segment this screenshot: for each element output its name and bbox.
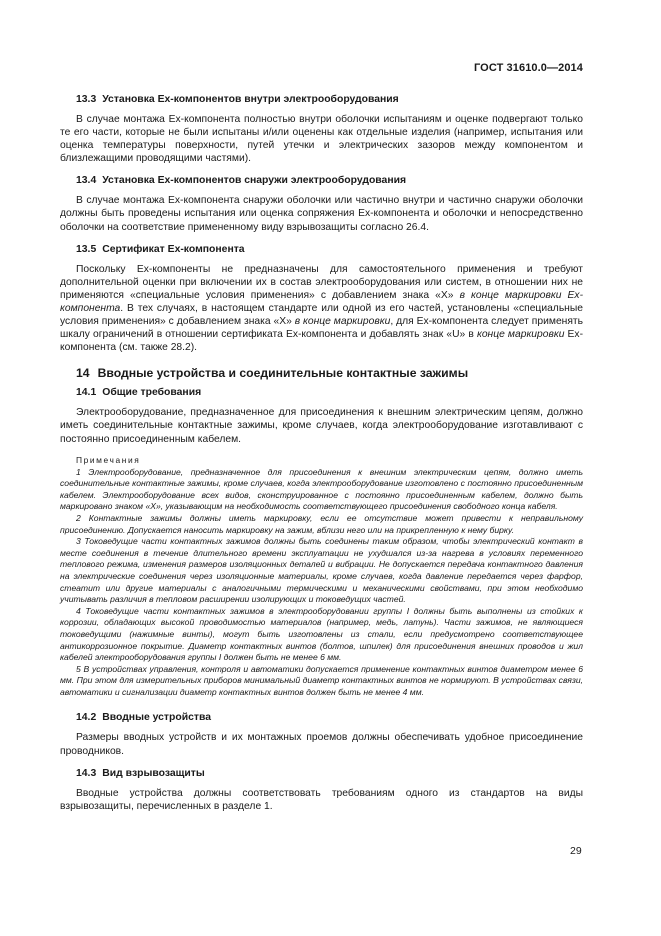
emphasis-run: в конце маркировки Ex-компонента bbox=[60, 289, 584, 314]
section-13-5-text bbox=[60, 263, 583, 355]
standard-header: ГОСТ 31610.0—2014 bbox=[473, 62, 583, 74]
text-run: , для Ех-компонента следует применять шкалу ограничений в отношении сертификата Ех-компонента и добавлять знак «U» в bbox=[60, 316, 584, 341]
section-number: 13.5 bbox=[76, 243, 97, 255]
section-number: 14.2 bbox=[76, 712, 97, 724]
section-title: Вид взрывозащиты bbox=[102, 767, 205, 779]
section-title: Установка Ех-компонентов внутри электрооборудования bbox=[102, 94, 399, 105]
section-title: Установка Ех-компонентов снаружи электрооборудования bbox=[102, 175, 407, 187]
section-14-3-text: Вводные устройства должны соответствовать требованиям одного из стандартов на виды взрывозащиты, перечисленных в разделе 1. bbox=[60, 787, 583, 812]
emphasis-run: конце маркировки bbox=[476, 329, 565, 341]
note-3: 3 Токоведущие части контактных зажимов должны быть соединены таким образом, чтобы электрический контакт в месте соединения в течение длительного времени эксплуатации не ухудшался из-за нагрева в условиях переменного теплового режима, изменения размеров изоляционных деталей и вибрации. Не допускается передача контактного давления на электрические соединения через изоляционные материалы, кроме случаев, когда давление передается через фарфор, стеатит или другие материалы с аналогичными термическими и механическими свойствами, при этом необходимо учитывать различия в тепловом расширении изолирующих и токоведущих частей. bbox=[60, 536, 583, 605]
section-13-3-text: В случае монтажа Ех-компонента полностью внутри оболочки испытаниям и оценке подвергают только те его части, которые не были испытаны и/или оценены как отдельные изделия (например, испытания или оценка температуры поверхности, путей утечки и электрических зазоров между компонентом и близлежащими проводящими частями). bbox=[60, 114, 583, 165]
section-13-3-heading bbox=[60, 93, 583, 106]
section-title: Вводные устройства и соединительные контактные зажимы bbox=[97, 366, 469, 381]
note-2: 2 Контактные зажимы должны иметь маркировку, если ее отсутствие может привести к неправильному присоединению. Допускается наносить маркировку на зажим, вблизи него или на прикрепленную к нему бирку. bbox=[60, 512, 583, 535]
text-run: Ex-компонента (см. также 28.2). bbox=[60, 329, 584, 354]
note-5: 5 В устройствах управления, контроля и автоматики допускается применение контактных винтов диаметром менее 6 мм. При этом для измерительных приборов минимальный диаметр контактных винтов не нормируют. В устройствах связи, автоматики и сигнализации диаметр контактных винтов должен быть не менее 4 мм. bbox=[60, 663, 583, 697]
section-14-2-text: Размеры вводных устройств и их монтажных проемов должны обеспечивать удобное присоединение проводников. bbox=[60, 732, 583, 757]
text-run: . В тех случаях, в настоящем стандарте или одной из его частей, установлены «специальные условия применения» с добавлением знака «X» bbox=[60, 302, 583, 328]
section-title: Общие требования bbox=[102, 387, 202, 399]
section-number: 14.1 bbox=[76, 387, 97, 399]
section-number: 14.3 bbox=[76, 767, 97, 779]
section-14-3-heading bbox=[60, 767, 583, 780]
section-title: Вводные устройства bbox=[102, 712, 211, 724]
section-number: 14 bbox=[76, 366, 90, 381]
section-number: 13.3 bbox=[76, 94, 97, 105]
section-13-4-text: В случае монтажа Ех-компонента снаружи оболочки или частично внутри и частично снаружи оболочки должны быть проведены испытания или оценка сопряжения Ех-компонента и оболочки и непосредственно оболочки на соответствие примененному виду взрывозащиты согласно 26.4. bbox=[60, 195, 583, 233]
page-number: 29 bbox=[570, 845, 582, 857]
section-14-1-text: Электрооборудование, предназначенное для присоединения к внешним электрическим цепям, должно иметь соединительные контактные зажимы, кроме случаев, когда электрооборудование изготавливают с постоянно присоединенным кабелем. bbox=[60, 407, 583, 445]
section-title: Сертификат Ех-компонента bbox=[102, 243, 245, 255]
section-14-1-heading bbox=[60, 386, 583, 399]
section-13-5-heading bbox=[60, 243, 583, 256]
emphasis-run: в конце маркировки bbox=[294, 316, 391, 328]
note-1: 1 Электрооборудование, предназначенное для присоединения к внешним электрическим цепям, должно иметь соединительные контактные зажимы, кроме случаев, когда электрооборудование изготовлено с постоянно присоединенным кабелем. Электрооборудование всех видов, сконструированное с постоянно присоединенным кабелем, должно быть маркировано знаком «X», указывающим на необходимость соответствующего присоединения свободного конца кабеля. bbox=[60, 466, 583, 512]
section-14-heading bbox=[60, 366, 583, 381]
notes-title: Примечания bbox=[76, 454, 141, 465]
text-run: Поскольку Ех-компоненты не предназначены для самостоятельного применения и требуют дополнительной оценки при включении их в состав электрооборудования или систем, в отношении них не применяются «специальные условия применения» с добавлением знака «X» bbox=[60, 263, 583, 301]
section-13-4-heading bbox=[60, 174, 583, 187]
page-content bbox=[60, 93, 583, 822]
section-14-2-heading bbox=[60, 711, 583, 724]
note-4: 4 Токоведущие части контактных зажимов в электрооборудовании группы I должны быть выполнены из стойких к коррозии, обладающих высокой проводимостью материалов (например, медь, латунь). Части зажимов, не являющиеся токоведущими (нажимные винты), могут быть изготовлены из стали, если предусмотрено соответствующее антикоррозионное покрытие. Диаметр контактных винтов (болтов, шпилек) для присоединения внешних проводов и жил кабелей электрооборудования группы I должен быть не менее 6 мм. bbox=[60, 605, 583, 663]
section-number: 13.4 bbox=[76, 175, 97, 187]
